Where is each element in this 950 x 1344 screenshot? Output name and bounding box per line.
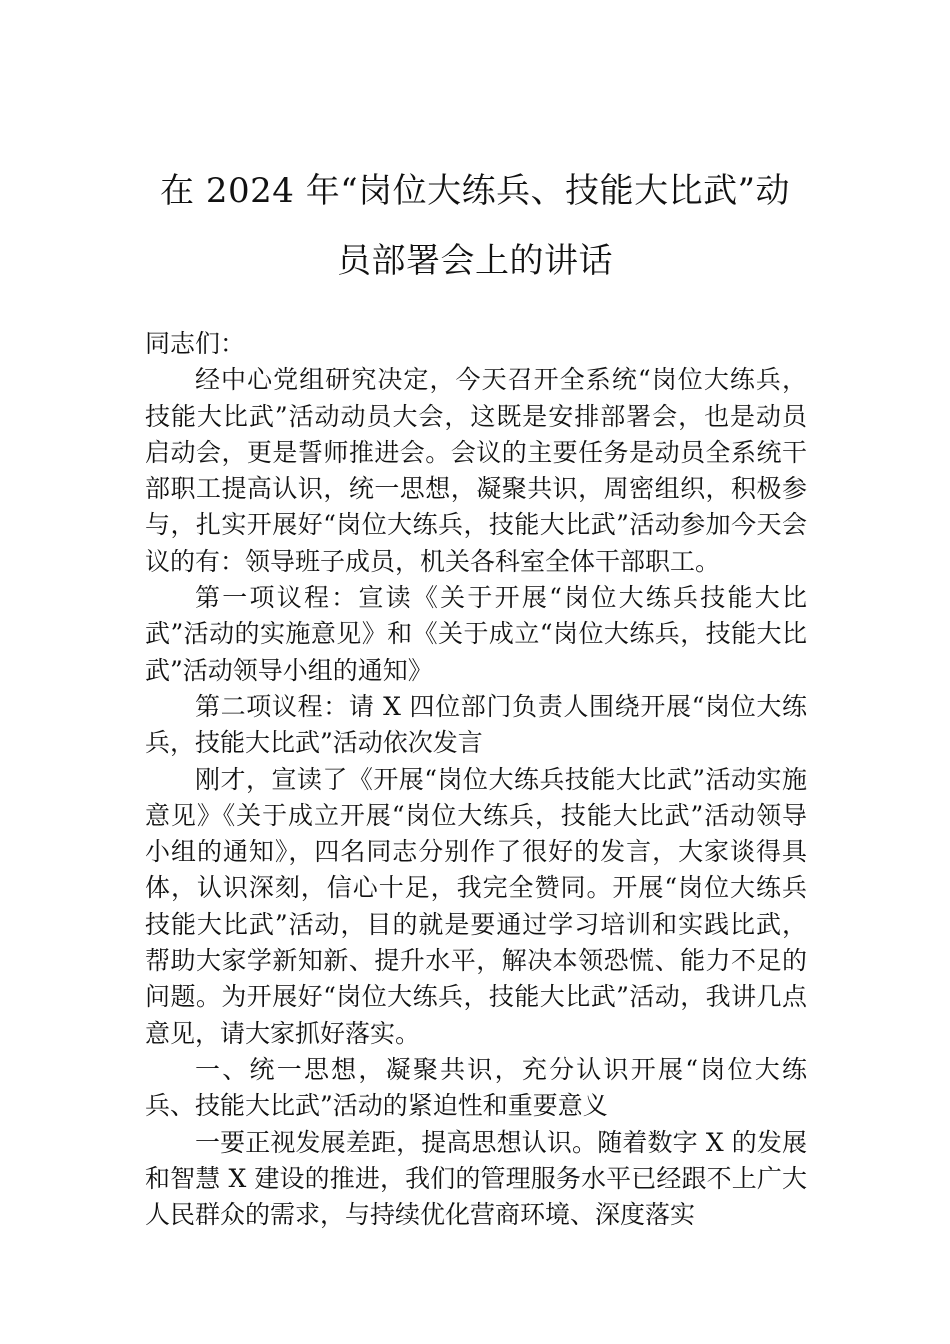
paragraph-agenda-2: 第二项议程：请 X 四位部门负责人围绕开展“岗位大练兵，技能大比武”活动依次发言 xyxy=(145,691,807,758)
paragraph-agenda-1: 第一项议程：宣读《关于开展“岗位大练兵技能大比武”活动的实施意见》和《关于成立“岗位大练兵，技能大比武”活动领导小组的通知》 xyxy=(145,583,807,685)
title-line-2: 员部署会上的讲话 xyxy=(337,241,613,281)
document-body xyxy=(145,326,807,1233)
title-line-1: 在 2024 年“岗位大练兵、技能大比武”动 xyxy=(160,171,790,211)
paragraph-section-1: 一要正视发展差距，提高思想认识。随着数字 X 的发展和智慧 X 建设的推进，我们的管理服务水平已经跟不上广大人民群众的需求，与持续优化营商环境、深度落实 xyxy=(145,1127,807,1230)
paragraph-intro: 经中心党组研究决定，今天召开全系统“岗位大练兵，技能大比武”活动动员大会，这既是安排部署会，也是动员启动会，更是誓师推进会。会议的主要任务是动员全系统干部职工提高认识，统一思想，凝聚共识，周密组织，积极参与，扎实开展好“岗位大练兵，技能大比武”活动参加今天会议的有：领导班子成员，机关各科室全体干部职工。 xyxy=(145,365,807,576)
document-title xyxy=(100,156,850,296)
section-heading-1: 一、统一思想，凝聚共识，充分认识开展“岗位大练兵、技能大比武”活动的紧迫性和重要意义 xyxy=(145,1054,807,1121)
salutation: 同志们： xyxy=(145,329,246,358)
paragraph-remarks: 刚才，宣读了《开展“岗位大练兵技能大比武”活动实施意见》《关于成立开展“岗位大练兵，技能大比武”活动领导小组的通知》，四名同志分别作了很好的发言，大家谈得具体，认识深刻，信心十足，我完全赞同。开展“岗位大练兵技能大比武”活动，目的就是要通过学习培训和实践比武，帮助大家学新知新、提升水平，解决本领恐慌、能力不足的问题。为开展好“岗位大练兵，技能大比武”活动，我讲几点意见，请大家抓好落实。 xyxy=(145,764,807,1048)
